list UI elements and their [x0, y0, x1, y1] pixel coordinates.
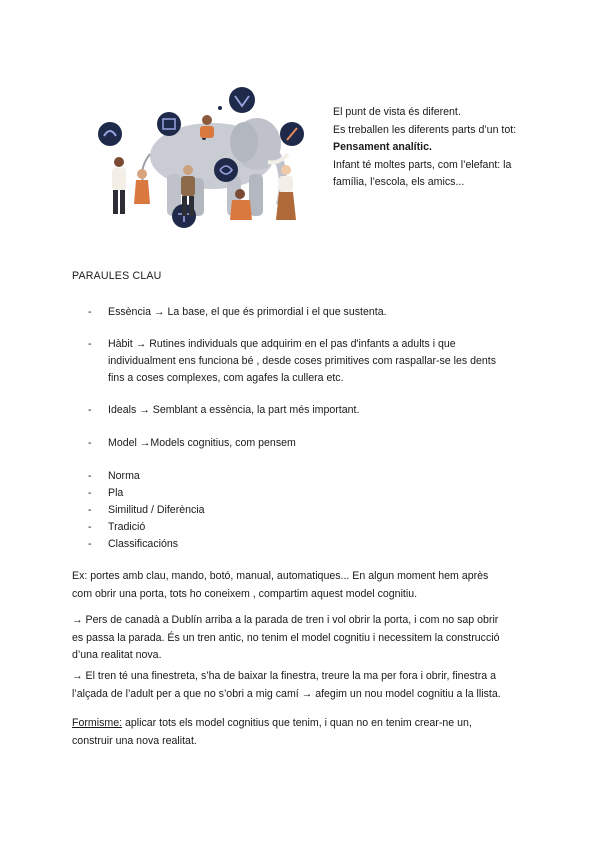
keyword-text: Ideals → Semblant a essència, la part més important. [108, 404, 360, 416]
keyword-simple-list [88, 468, 528, 553]
formisme-paragraph [72, 715, 534, 750]
keyword-text: fins a coses complexes, com agafes la cullera etc. [108, 372, 344, 384]
keyword-item-model: - Model →Models cognitius, com pensem [88, 437, 296, 449]
elephant-illustration [92, 84, 310, 230]
section-title: PARAULES CLAU [72, 270, 162, 282]
list-item: - Similitud / Diferència [88, 504, 205, 516]
canada-paragraph [72, 612, 534, 665]
paragraph-line: construir una nova realitat. [72, 734, 197, 747]
list-item: - Tradició [88, 521, 146, 533]
list-item: - Pla [88, 487, 124, 499]
paragraph-line: es passa la parada. És un tren antic, no tenim el model cognitiu i necessitem la construcció [72, 631, 500, 644]
intro-line: Infant té moltes parts, com l’elefant: la [333, 158, 512, 171]
paragraph-line: l’alçada de l’adult per a que no s’obri a mig camí → afegim un nou model cognitiu a la llista. [72, 687, 501, 700]
list-item: - Classificacións [88, 538, 179, 550]
intro-line: Es treballen les diferents parts d’un tot: [333, 123, 517, 136]
keyword-text: Model →Models cognitius, com pensem [108, 437, 296, 449]
intro-highlight: Pensament analític. [333, 141, 432, 153]
keyword-text: individualment ens funciona bé , desde coses primitives com raspallar-se les dents [108, 355, 497, 367]
window-paragraph [72, 668, 534, 703]
keyword-item-ideals: - Ideals → Semblant a essència, la part més important. [88, 404, 360, 416]
keyword-item-essencia: - Essència → La base, el que és primordial i el que sustenta. [88, 306, 387, 318]
list-item: - Norma [88, 470, 140, 482]
intro-block [333, 104, 573, 192]
example-paragraph [72, 568, 534, 603]
intro-line: El punt de vista és diferent. [333, 106, 461, 118]
keyword-text: Hàbit → Rutines individuals que adquirim en el pas d'infants a adults i que [108, 338, 456, 350]
keyword-text: Essència → La base, el que és primordial i el que sustenta. [108, 306, 387, 318]
paragraph-line: → Pers de canadà a Dublín arriba a la parada de tren i vol obrir la porta, i com no sap obrir [72, 614, 499, 626]
keyword-item-habit: - Hàbit → Rutines individuals que adquirim en el pas d'infants a adults i que individualment ens funciona bé , desde coses primitives com raspallar-se les dents fins a coses complexes, com agafes la cullera etc. [88, 336, 528, 387]
paragraph-line: aplicar tots els model cognitius que tenim, i quan no en tenim crear-ne un, [122, 717, 472, 729]
paragraph-line: com obrir una porta, tots ho coneixem , compartim aquest model cognitiu. [72, 587, 418, 600]
paragraph-line: → El tren té una finestreta, s’ha de baixar la finestra, treure la ma per fora i obrir, finestra a [72, 670, 496, 682]
paragraph-line: d’una realitat nova. [72, 649, 162, 661]
intro-line: família, l’escola, els amics... [333, 176, 465, 188]
paragraph-line: Ex: portes amb clau, mando, botó, manual, automatiques... En algun moment hem après [72, 570, 489, 582]
formisme-label: Formisme: [72, 717, 123, 729]
